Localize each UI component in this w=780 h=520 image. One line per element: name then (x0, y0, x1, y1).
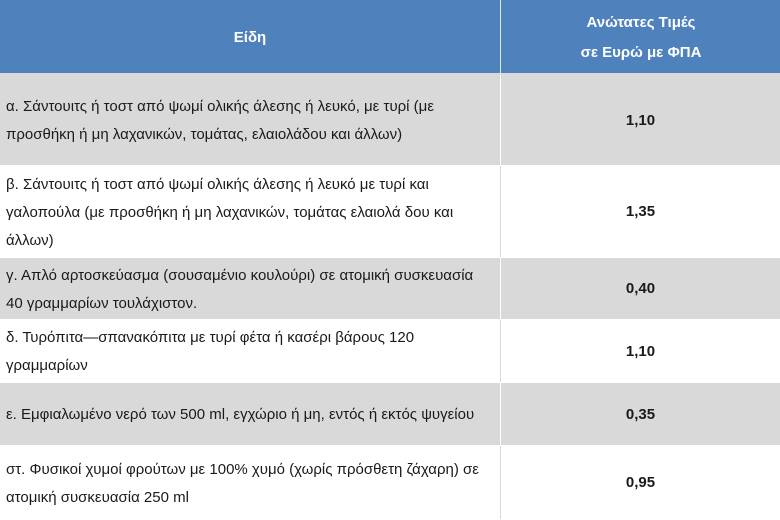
header-items: Είδη (233, 29, 267, 46)
header-price-line1: Ανώτατες Τιμές (586, 13, 696, 31)
price-cell: 0,40 (500, 258, 780, 319)
table-row (0, 446, 780, 520)
price-cell: 1,10 (500, 320, 780, 382)
item-cell: δ. Τυρόπιτα—σπανακόπιτα με τυρί φέτα ή κασέρι βάρους 120 γραμμαρίων (6, 329, 415, 374)
price-cell: 1,35 (500, 166, 780, 257)
table-row (0, 75, 780, 166)
item-cell: β. Σάντουιτς ή τοστ από ψωμί ολικής άλεσης ή λευκό με τυρί και γαλοπούλα (με προσθήκη ή μη λαχανικών, τομάτας ελαιολά δου και άλλων) (6, 175, 454, 249)
table-row (0, 166, 780, 258)
item-cell: ε. Εμφιαλωμένο νερό των 500 ml, εγχώριο ή μη, εντός ή εκτός ψυγείου (6, 406, 475, 423)
table-row (0, 320, 780, 383)
table-header (0, 0, 780, 75)
price-cell: 1,10 (500, 75, 780, 165)
table-row (0, 258, 780, 320)
item-cell: α. Σάντουιτς ή τοστ από ψωμί ολικής άλεσης ή λευκό, με τυρί (με προσθήκη ή μη λαχανικών, τομάτας, ελαιολάδου και άλλων) (6, 98, 435, 143)
header-price-line2: σε Ευρώ με ΦΠΑ (580, 43, 702, 61)
table-row (0, 383, 780, 446)
item-cell: στ. Φυσικοί χυμοί φρούτων με 100% χυμό (χωρίς πρόσθετη ζάχαρη) σε ατομική συσκευασία 250 ml (6, 460, 479, 506)
price-cell: 0,95 (500, 446, 780, 519)
price-cell: 0,35 (500, 383, 780, 445)
header-max-prices (500, 0, 780, 75)
item-cell: γ. Απλό αρτοσκεύασμα (σουσαμένιο κουλούρι) σε ατομική συσκευασία 40 γραμμαρίων τουλάχιστον. (6, 266, 474, 312)
